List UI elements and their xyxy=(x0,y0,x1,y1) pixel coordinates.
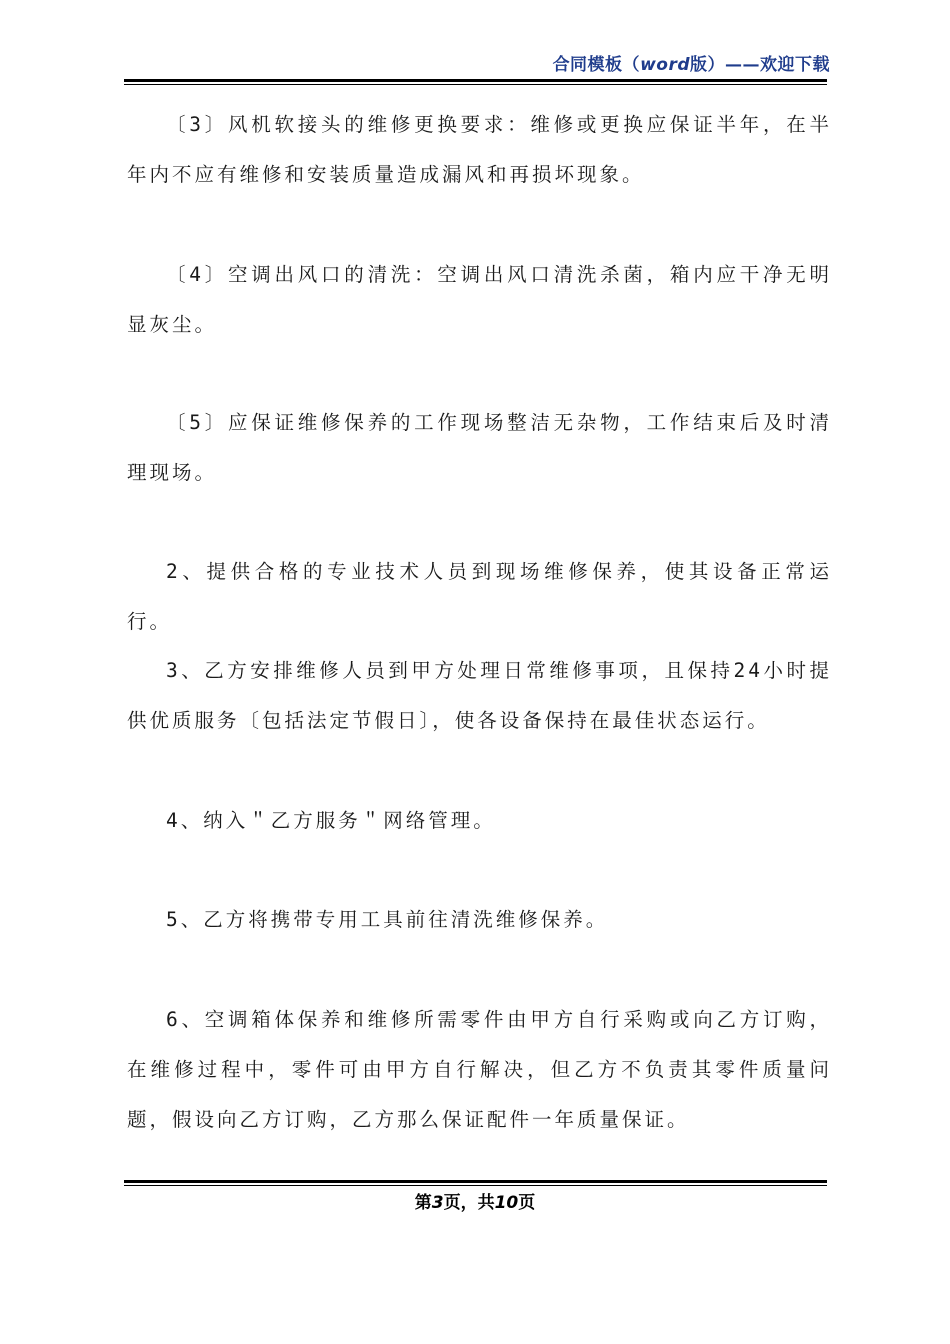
paragraph-clause-5: 5、乙方将携带专用工具前往清洗维修保养。 xyxy=(166,908,609,931)
document-header xyxy=(553,50,830,75)
paragraph-item-5: 〔5〕应保证维修保养的工作现场整洁无杂物，工作结束后及时清理现场。 xyxy=(127,411,832,484)
paragraph-clause-6: 6、空调箱体保养和维修所需零件由甲方自行采购或向乙方订购，在维修过程中，零件可由甲方自行解决，但乙方不负责其零件质量问题，假设向乙方订购，乙方那么保证配件一年质量保证。 xyxy=(127,1008,832,1131)
current-page: 3 xyxy=(431,1193,444,1213)
total-pages: 10 xyxy=(494,1193,519,1213)
footer-mid: 页，共 xyxy=(443,1193,495,1213)
paragraph-item-4: 〔4〕空调出风口的清洗：空调出风口清洗杀菌，箱内应干净无明显灰尘。 xyxy=(127,263,832,336)
footer-pre: 第 xyxy=(414,1193,432,1213)
header-rule-thin xyxy=(124,84,827,85)
footer-post: 页 xyxy=(518,1193,536,1213)
paragraph-clause-3: 3、乙方安排维修人员到甲方处理日常维修事项，且保持24小时提供优质服务〔包括法定节假日〕，使各设备保持在最佳状态运行。 xyxy=(127,659,832,732)
header-rule xyxy=(124,79,827,82)
footer-rule-thin xyxy=(124,1185,827,1186)
header-suffix: 版）——欢迎下载 xyxy=(690,55,830,75)
paragraph-clause-2: 2、提供合格的专业技术人员到现场维修保养，使其设备正常运行。 xyxy=(127,560,832,633)
page-number xyxy=(0,1188,950,1213)
footer-rule xyxy=(124,1180,827,1183)
paragraph-clause-4: 4、纳入＂乙方服务＂网络管理。 xyxy=(166,809,496,832)
header-prefix: 合同模板（ xyxy=(552,55,641,75)
header-word: word xyxy=(640,55,690,75)
paragraph-item-3: 〔3〕风机软接头的维修更换要求：维修或更换应保证半年，在半年内不应有维修和安装质量造成漏风和再损坏现象。 xyxy=(127,113,832,186)
